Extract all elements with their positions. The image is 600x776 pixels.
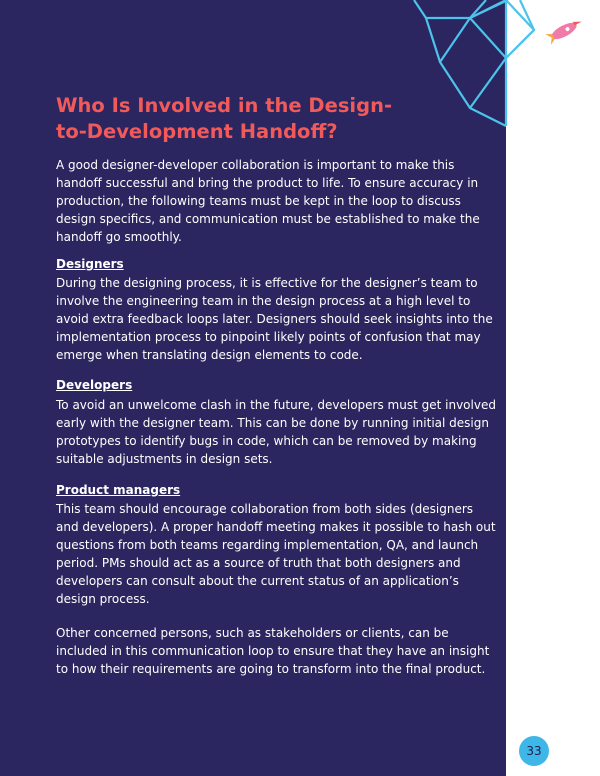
intro-paragraph: A good designer-developer collaboration is important to make this handoff successful and bring the product to life. To ensure accuracy in production, the following teams must be kept in the loop to discuss design specifics, and communication must be established to make the handoff go smoothly. [56,158,480,244]
section-heading-product-managers: Product managers [56,483,181,497]
right-margin-strip [506,0,600,776]
section-body-designers: During the designing process, it is effective for the designer’s team to involve the engineering team in the design process at a high level to avoid extra feedback loops later. Designers should seek insights into the implementation process to pinpoint likely points of confusion that may emerge when translating design elements to code. [56,276,493,362]
section-heading-designers: Designers [56,257,124,271]
page-title: Who Is Involved in the Design-to-Development Handoff? [56,94,393,143]
rocket-icon [542,16,586,46]
section-body-developers: To avoid an unwelcome clash in the future, developers must get involved early with the designer team. This can be done by running initial design prototypes to identify bugs in code, which can be removed by making suitable adjustments in design sets. [56,398,496,466]
section-heading-developers: Developers [56,378,133,392]
closing-paragraph: Other concerned persons, such as stakeholders or clients, can be included in this communication loop to ensure that they have an insight to how their requirements are going to transform into the final product. [56,626,490,676]
page-number-badge: 33 [519,736,549,766]
section-body-product-managers: This team should encourage collaboration from both sides (designers and developers). A proper handoff meeting makes it possible to hash out questions from both teams regarding implementation, QA, and launch period. PMs should act as a source of truth that both designers and developers can consult about the current status of an application’s design process. [56,502,496,606]
